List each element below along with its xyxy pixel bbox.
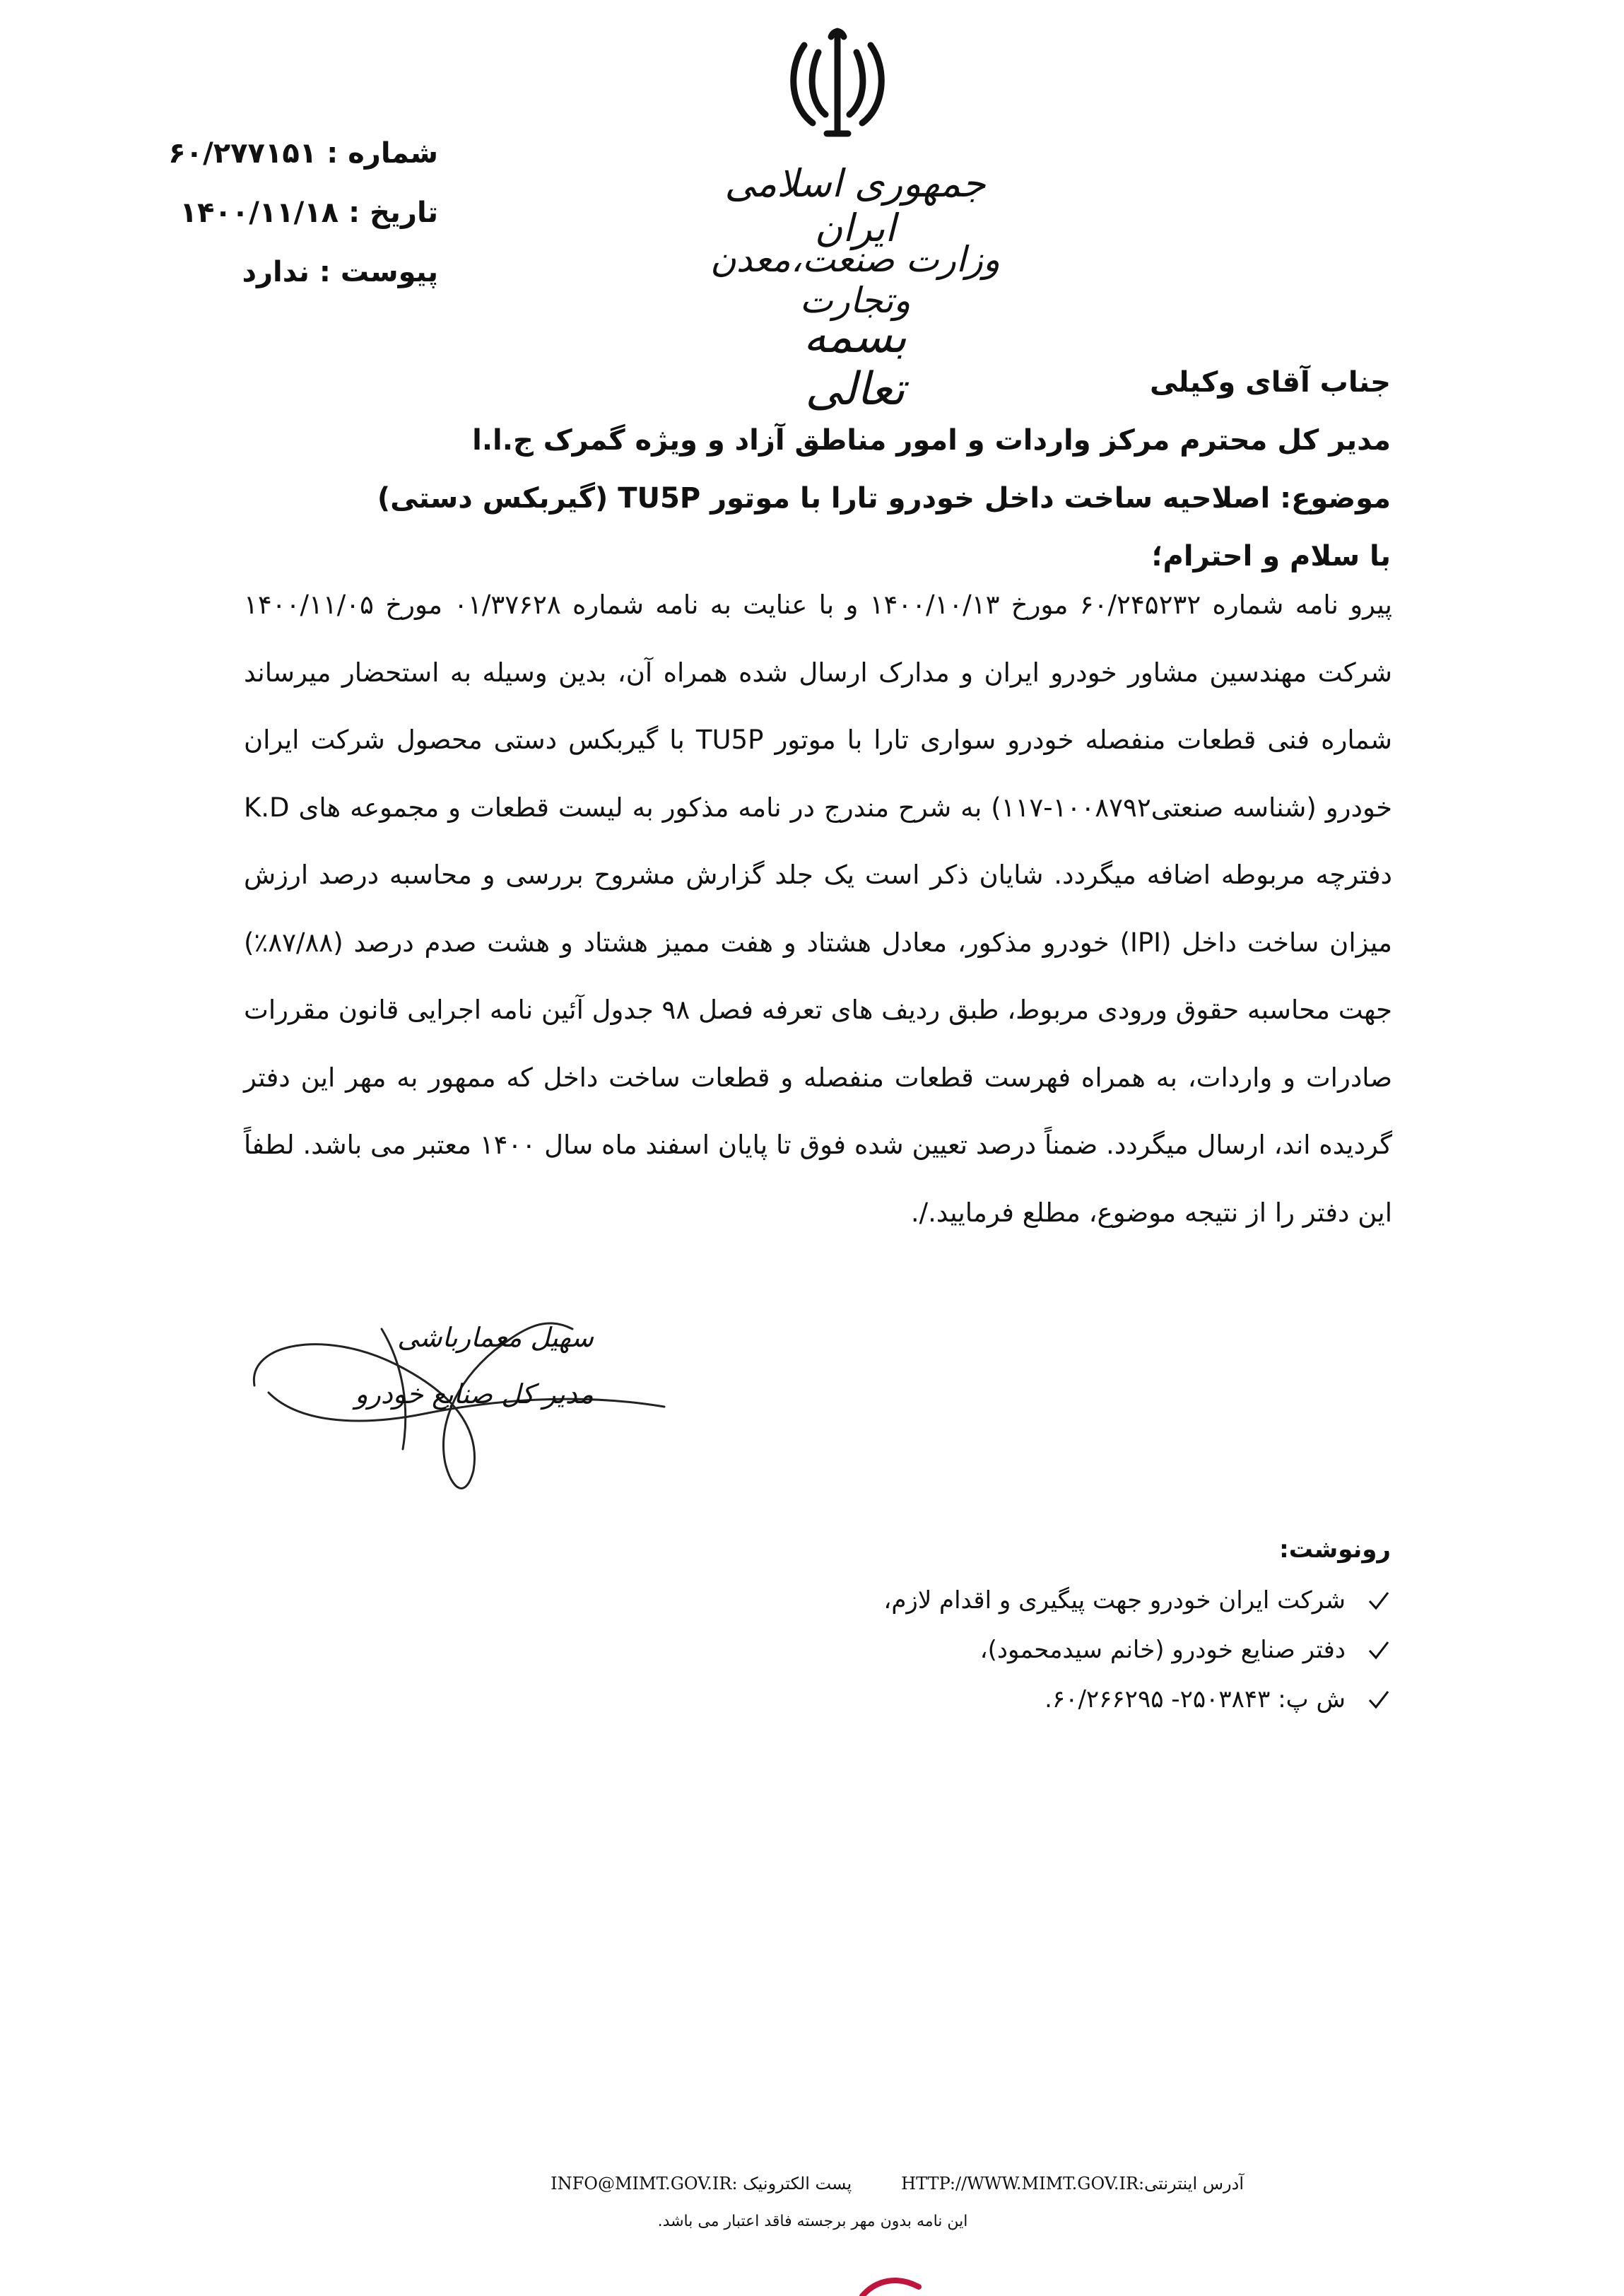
footer-contact [410, 2174, 1244, 2194]
email-value[interactable]: INFO@MIMT.GOV.IR [551, 2174, 732, 2194]
email-label: پست الکترونیک : [731, 2174, 852, 2194]
greeting: با سلام و احترام؛ [1151, 540, 1391, 573]
addressee: جناب آقای وکیلی [1149, 366, 1391, 399]
subject-line: موضوع: اصلاحیه ساخت داخل خودرو تارا با موتور TU5P (گیربکس دستی) [377, 482, 1391, 515]
date-separator: : [348, 197, 360, 229]
footer-web [901, 2174, 1244, 2194]
attachment-label: پیوست [340, 256, 438, 288]
country-name: جمهوری اسلامی ایران [724, 161, 986, 250]
attachment-separator: : [319, 256, 331, 288]
addressee-title: مدیر کل محترم مرکز واردات و امور مناطق آزاد و ویژه گمرک ج.ا.ا [472, 424, 1391, 457]
iran-emblem-icon [784, 17, 890, 144]
letter-meta [141, 124, 438, 302]
cc-item-text: شرکت ایران خودرو جهت پیگیری و اقدام لازم، [883, 1586, 1346, 1615]
meta-attachment-row [141, 242, 438, 302]
bismillah-text: بسمه تعالی [803, 311, 907, 416]
red-mark-icon [848, 2266, 933, 2296]
checkmark-icon [1367, 1638, 1391, 1662]
signatory-name: سهیل معمارباشی [397, 1322, 594, 1353]
list-item [755, 1625, 1391, 1675]
attachment-value: ندارد [242, 256, 310, 288]
cc-section [755, 1523, 1391, 1724]
web-label: آدرس اینترنتی: [1138, 2174, 1244, 2194]
date-label: تاریخ [370, 197, 438, 229]
ministry-name: وزارت صنعت،معدن وتجارت [710, 239, 1001, 321]
number-label: شماره [348, 137, 438, 170]
checkmark-icon [1367, 1687, 1391, 1711]
web-value[interactable]: HTTP://WWW.MIMT.GOV.IR [901, 2174, 1139, 2194]
list-item [755, 1576, 1391, 1625]
cc-item-text: ش پ: ۲۵۰۳۸۴۳- ۶۰/۲۶۶۲۹۵. [1045, 1685, 1346, 1714]
meta-number-row [141, 124, 438, 183]
letter-body: پیرو نامه شماره ۶۰/۲۴۵۲۳۲ مورخ ۱۴۰۰/۱۰/۱۳ و با عنایت به نامه شماره ۰۱/۳۷۶۲۸ مورخ ۱۴۰۰/۱۱/۰۵ شرکت مهندسین مشاور خودرو ایران و مدارک ارسال شده همراه آن، بدین وسیله به استحضار میرساند شماره فنی قطعات منفصله خودرو سواری تارا با موتور TU5P با گیربکس دستی محصول شرکت ایران خودرو (شناسه صنعتی۱۰۰۸۷۹۲-۱۱۷) به شرح مندرج در نامه مذکور به لیست قطعات و مجموعه های K.D دفترچه مربوطه اضافه میگردد. شایان ذکر است یک جلد گزارش مشروح بررسی و محاسبه درصد ارزش میزان ساخت داخل (IPI) خودرو مذکور، معادل هشتاد و هفت ممیز هشتاد و هشت صدم درصد (۸۷/۸۸٪) جهت محاسبه حقوق ورودی مربوط، طبق ردیف های تعرفه فصل ۹۸ جدول آئین نامه اجرایی قانون مقررات صادرات و واردات، به همراه فهرست قطعات منفصله و قطعات ساخت داخل که ممهور به مهر این دفتر گردیده اند، ارسال میگردد. ضمناً درصد تعیین شده فوق تا پایان اسفند ماه سال ۱۴۰۰ معتبر می باشد. لطفاً این دفتر را از نتیجه موضوع، مطلع فرمایید./. [244, 590, 1392, 1228]
footer-email [551, 2174, 852, 2194]
cc-title: رونوشت: [1279, 1535, 1391, 1564]
number-value: ۶۰/۲۷۷۱۵۱ [168, 137, 317, 170]
list-item [755, 1675, 1391, 1724]
cc-list [755, 1576, 1391, 1724]
letter-heading [189, 353, 1391, 585]
meta-date-row [141, 183, 438, 242]
date-value: ۱۴۰۰/۱۱/۱۸ [180, 197, 339, 229]
footer-note: این نامه بدون مهر برجسته فاقد اعتبار می باشد. [657, 2213, 968, 2230]
cc-item-text: دفتر صنایع خودرو (خانم سیدمحمود)، [979, 1636, 1346, 1664]
signatory-title: مدیر کل صنایع خودرو [355, 1378, 594, 1410]
checkmark-icon [1367, 1588, 1391, 1612]
number-separator: : [326, 137, 339, 170]
